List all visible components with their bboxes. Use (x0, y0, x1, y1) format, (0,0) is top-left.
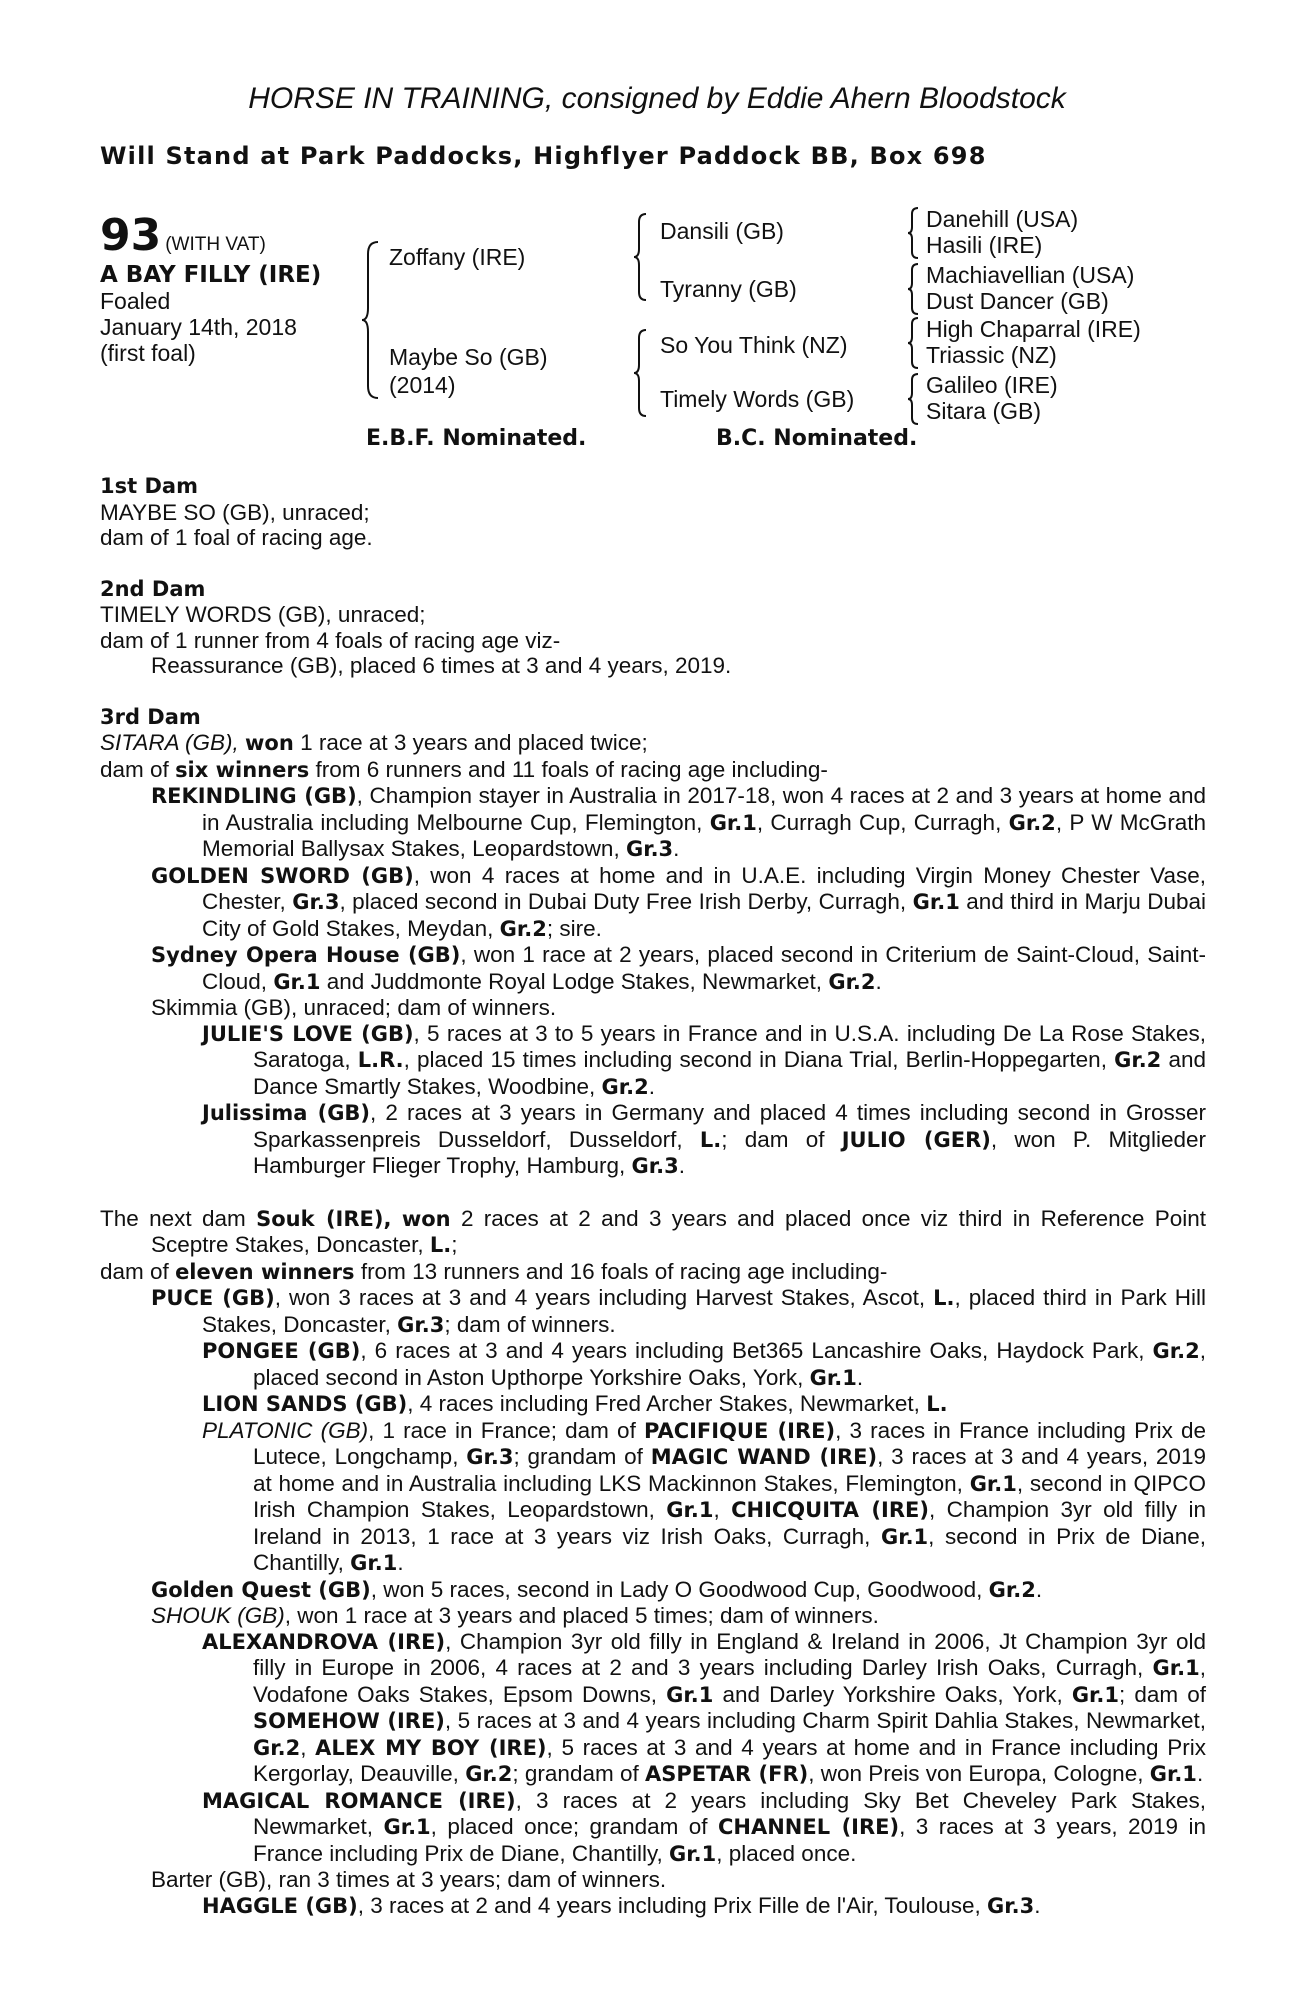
pedigree-brace-g2 (906, 262, 920, 316)
pedigree-g4: Dust Dancer (GB) (926, 288, 1109, 314)
second-dam-runner: Reassurance (GB), placed 6 times at 3 and 4 years, 2019. (151, 653, 732, 678)
produce-entry: JULIE'S LOVE (GB), 5 races at 3 to 5 years in France and in U.S.A. including De La Rose Stakes, Saratoga, L.R., placed 15 times including second in Diana Trial, Berlin-Hoppegarten, Gr.2 and Dance Smartly Stakes, Woodbine, Gr.2. (202, 1020, 1206, 1099)
pedigree-g5: High Chaparral (IRE) (926, 316, 1141, 342)
pedigree-g8: Sitara (GB) (926, 398, 1042, 424)
pedigree-dam-sire: So You Think (NZ) (660, 332, 848, 358)
first-dam-line: MAYBE SO (GB), unraced; (100, 499, 370, 525)
second-dam-heading: 2nd Dam (100, 576, 206, 601)
produce-entry: Golden Quest (GB), won 5 races, second in Lady O Goodwood Cup, Goodwood, Gr.2. (151, 1576, 1043, 1602)
page-title: HORSE IN TRAINING, consigned by Eddie Ahern Bloodstock (248, 82, 1066, 115)
pedigree-sire: Zoffany (IRE) (389, 244, 526, 270)
first-dam-line: dam of 1 foal of racing age. (100, 525, 373, 550)
second-dam-line: dam of 1 runner from 4 foals of racing age viz- (100, 627, 561, 653)
foaled-date: January 14th, 2018 (100, 314, 297, 340)
produce-entry: Barter (GB), ran 3 times at 3 years; dam of winners. (151, 1867, 667, 1892)
third-dam-line: SITARA (GB), won 1 race at 3 years and placed twice; (100, 730, 648, 755)
pedigree-g3: Machiavellian (USA) (926, 262, 1135, 288)
pedigree-brace-sire (632, 212, 648, 302)
pedigree-brace-g4 (906, 372, 920, 426)
produce-entry: Julissima (GB), 2 races at 3 years in Germany and placed 4 times including second in Grosser Sparkassenpreis Dusseldorf, Dusseldorf, L.; dam of JULIO (GER), won P. Mitglieder Hamburger Flieger Trophy, Hamburg, Gr.3. (202, 1100, 1206, 1178)
pedigree-sire-dam: Tyranny (GB) (660, 276, 797, 302)
pedigree-dam-year: (2014) (389, 372, 456, 398)
pedigree-brace-g1 (906, 206, 920, 260)
pedigree-g6: Triassic (NZ) (926, 342, 1057, 368)
pedigree-dam-dam: Timely Words (GB) (660, 386, 855, 412)
produce-entry: LION SANDS (GB), 4 races including Fred Archer Stakes, Newmarket, L. (202, 1391, 948, 1416)
pedigree-brace-g3 (906, 316, 920, 370)
produce-entry: PONGEE (GB), 6 races at 3 and 4 years including Bet365 Lancashire Oaks, Haydock Park, Gr.2, placed second in Aston Upthorpe Yorkshire Oaks, York, Gr.1. (202, 1338, 1206, 1390)
second-dam-line: TIMELY WORDS (GB), unraced; (100, 602, 426, 627)
produce-entry: ALEXANDROVA (IRE), Champion 3yr old filly in England & Ireland in 2006, Jt Champion 3yr old filly in Europe in 2006, 4 races at 2 and 3 years including Darley Irish Oaks, Curragh, Gr.1, Vodafone Oaks Stakes, Epsom Downs, Gr.1 and Darley Yorkshire Oaks, York, Gr.1; dam of SOMEHOW (IRE), 5 races at 3 and 4 years including Charm Spirit Dahlia Stakes, Newmarket, Gr.2, ALEX MY BOY (IRE), 5 races at 3 and 4 years at home and in France including Prix Kergorlay, Deauville, Gr.2; grandam of ASPETAR (FR), won Preis von Europa, Cologne, Gr.1. (202, 1628, 1206, 1786)
pedigree-dam: Maybe So (GB) (389, 344, 548, 370)
produce-entry: Skimmia (GB), unraced; dam of winners. (151, 995, 557, 1020)
foaled-label: Foaled (100, 288, 171, 314)
bc-nominated: B.C. Nominated. (716, 426, 918, 451)
produce-entry: REKINDLING (GB), Champion stayer in Australia in 2017-18, won 4 races at 2 and 3 years at home and in Australia including Melbourne Cup, Flemington, Gr.1, Curragh Cup, Curragh, Gr.2, P W McGrath Memorial Ballysax Stakes, Leopardstown, Gr.3. (151, 783, 1206, 861)
catalogue-body (100, 474, 1206, 1919)
third-dam-line: dam of six winners from 6 runners and 11 foals of racing age including- (100, 756, 828, 782)
foal-note: (first foal) (100, 340, 196, 366)
lot-number: 93 (100, 210, 162, 261)
next-dam-line: The next dam Souk (IRE), won 2 races at 2 and 3 years and placed once viz third in Reference Point Sceptre Stakes, Doncaster, L.; (100, 1205, 1206, 1257)
horse-info (100, 262, 321, 366)
third-dam-heading: 3rd Dam (100, 704, 201, 729)
ebf-nominated: E.B.F. Nominated. (366, 426, 587, 451)
produce-entry: PLATONIC (GB), 1 race in France; dam of PACIFIQUE (IRE), 3 races in France including Prix de Lutece, Longchamp, Gr.3; grandam of MAGIC WAND (IRE), 3 races at 3 and 4 years, 2019 at home and in Australia including LKS Mackinnon Stakes, Flemington, Gr.1, second in QIPCO Irish Champion Stakes, Leopardstown, Gr.1, CHICQUITA (IRE), Champion 3yr old filly in Ireland in 2013, 1 race at 3 years viz Irish Oaks, Curragh, Gr.1, second in Prix de Diane, Chantilly, Gr.1. (202, 1417, 1206, 1575)
pedigree-g1: Danehill (USA) (926, 206, 1079, 232)
produce-entry: Sydney Opera House (GB), won 1 race at 2 years, placed second in Criterium de Saint-Cloud, Saint-Cloud, Gr.1 and Juddmonte Royal Lodge Stakes, Newmarket, Gr.2. (151, 942, 1206, 994)
stand-location: Will Stand at Park Paddocks, Highflyer Paddock BB, Box 698 (100, 142, 987, 170)
produce-entry: GOLDEN SWORD (GB), won 4 races at home and in U.A.E. including Virgin Money Chester Vase, Chester, Gr.3, placed second in Dubai Duty Free Irish Derby, Curragh, Gr.1 and third in Marju Dubai City of Gold Stakes, Meydan, Gr.2; sire. (151, 862, 1206, 941)
horse-name: A BAY FILLY (IRE) (100, 262, 322, 288)
pedigree-brace-dam (632, 328, 648, 418)
pedigree-g7: Galileo (IRE) (926, 372, 1058, 398)
produce-entry: PUCE (GB), won 3 races at 3 and 4 years including Harvest Stakes, Ascot, L., placed third in Park Hill Stakes, Doncaster, Gr.3; dam of winners. (151, 1285, 1206, 1337)
first-dam-heading: 1st Dam (100, 474, 198, 498)
produce-entry: HAGGLE (GB), 3 races at 2 and 4 years including Prix Fille de l'Air, Toulouse, Gr.3. (202, 1892, 1041, 1918)
produce-entry: MAGICAL ROMANCE (IRE), 3 races at 2 years including Sky Bet Cheveley Park Stakes, Newmarket, Gr.1, placed once; grandam of CHANNEL (IRE), 3 races at 3 years, 2019 in France including Prix de Diane, Chantilly, Gr.1, placed once. (202, 1787, 1207, 1866)
lot-number-block (100, 210, 266, 261)
next-dam-line: dam of eleven winners from 13 runners and 16 foals of racing age including- (100, 1258, 888, 1284)
produce-entry: SHOUK (GB), won 1 race at 3 years and placed 5 times; dam of winners. (151, 1603, 879, 1628)
pedigree-g2: Hasili (IRE) (926, 232, 1043, 258)
vat-label: (WITH VAT) (165, 234, 266, 255)
pedigree-brace-main (360, 240, 380, 400)
pedigree-sire-sire: Dansili (GB) (660, 218, 784, 244)
